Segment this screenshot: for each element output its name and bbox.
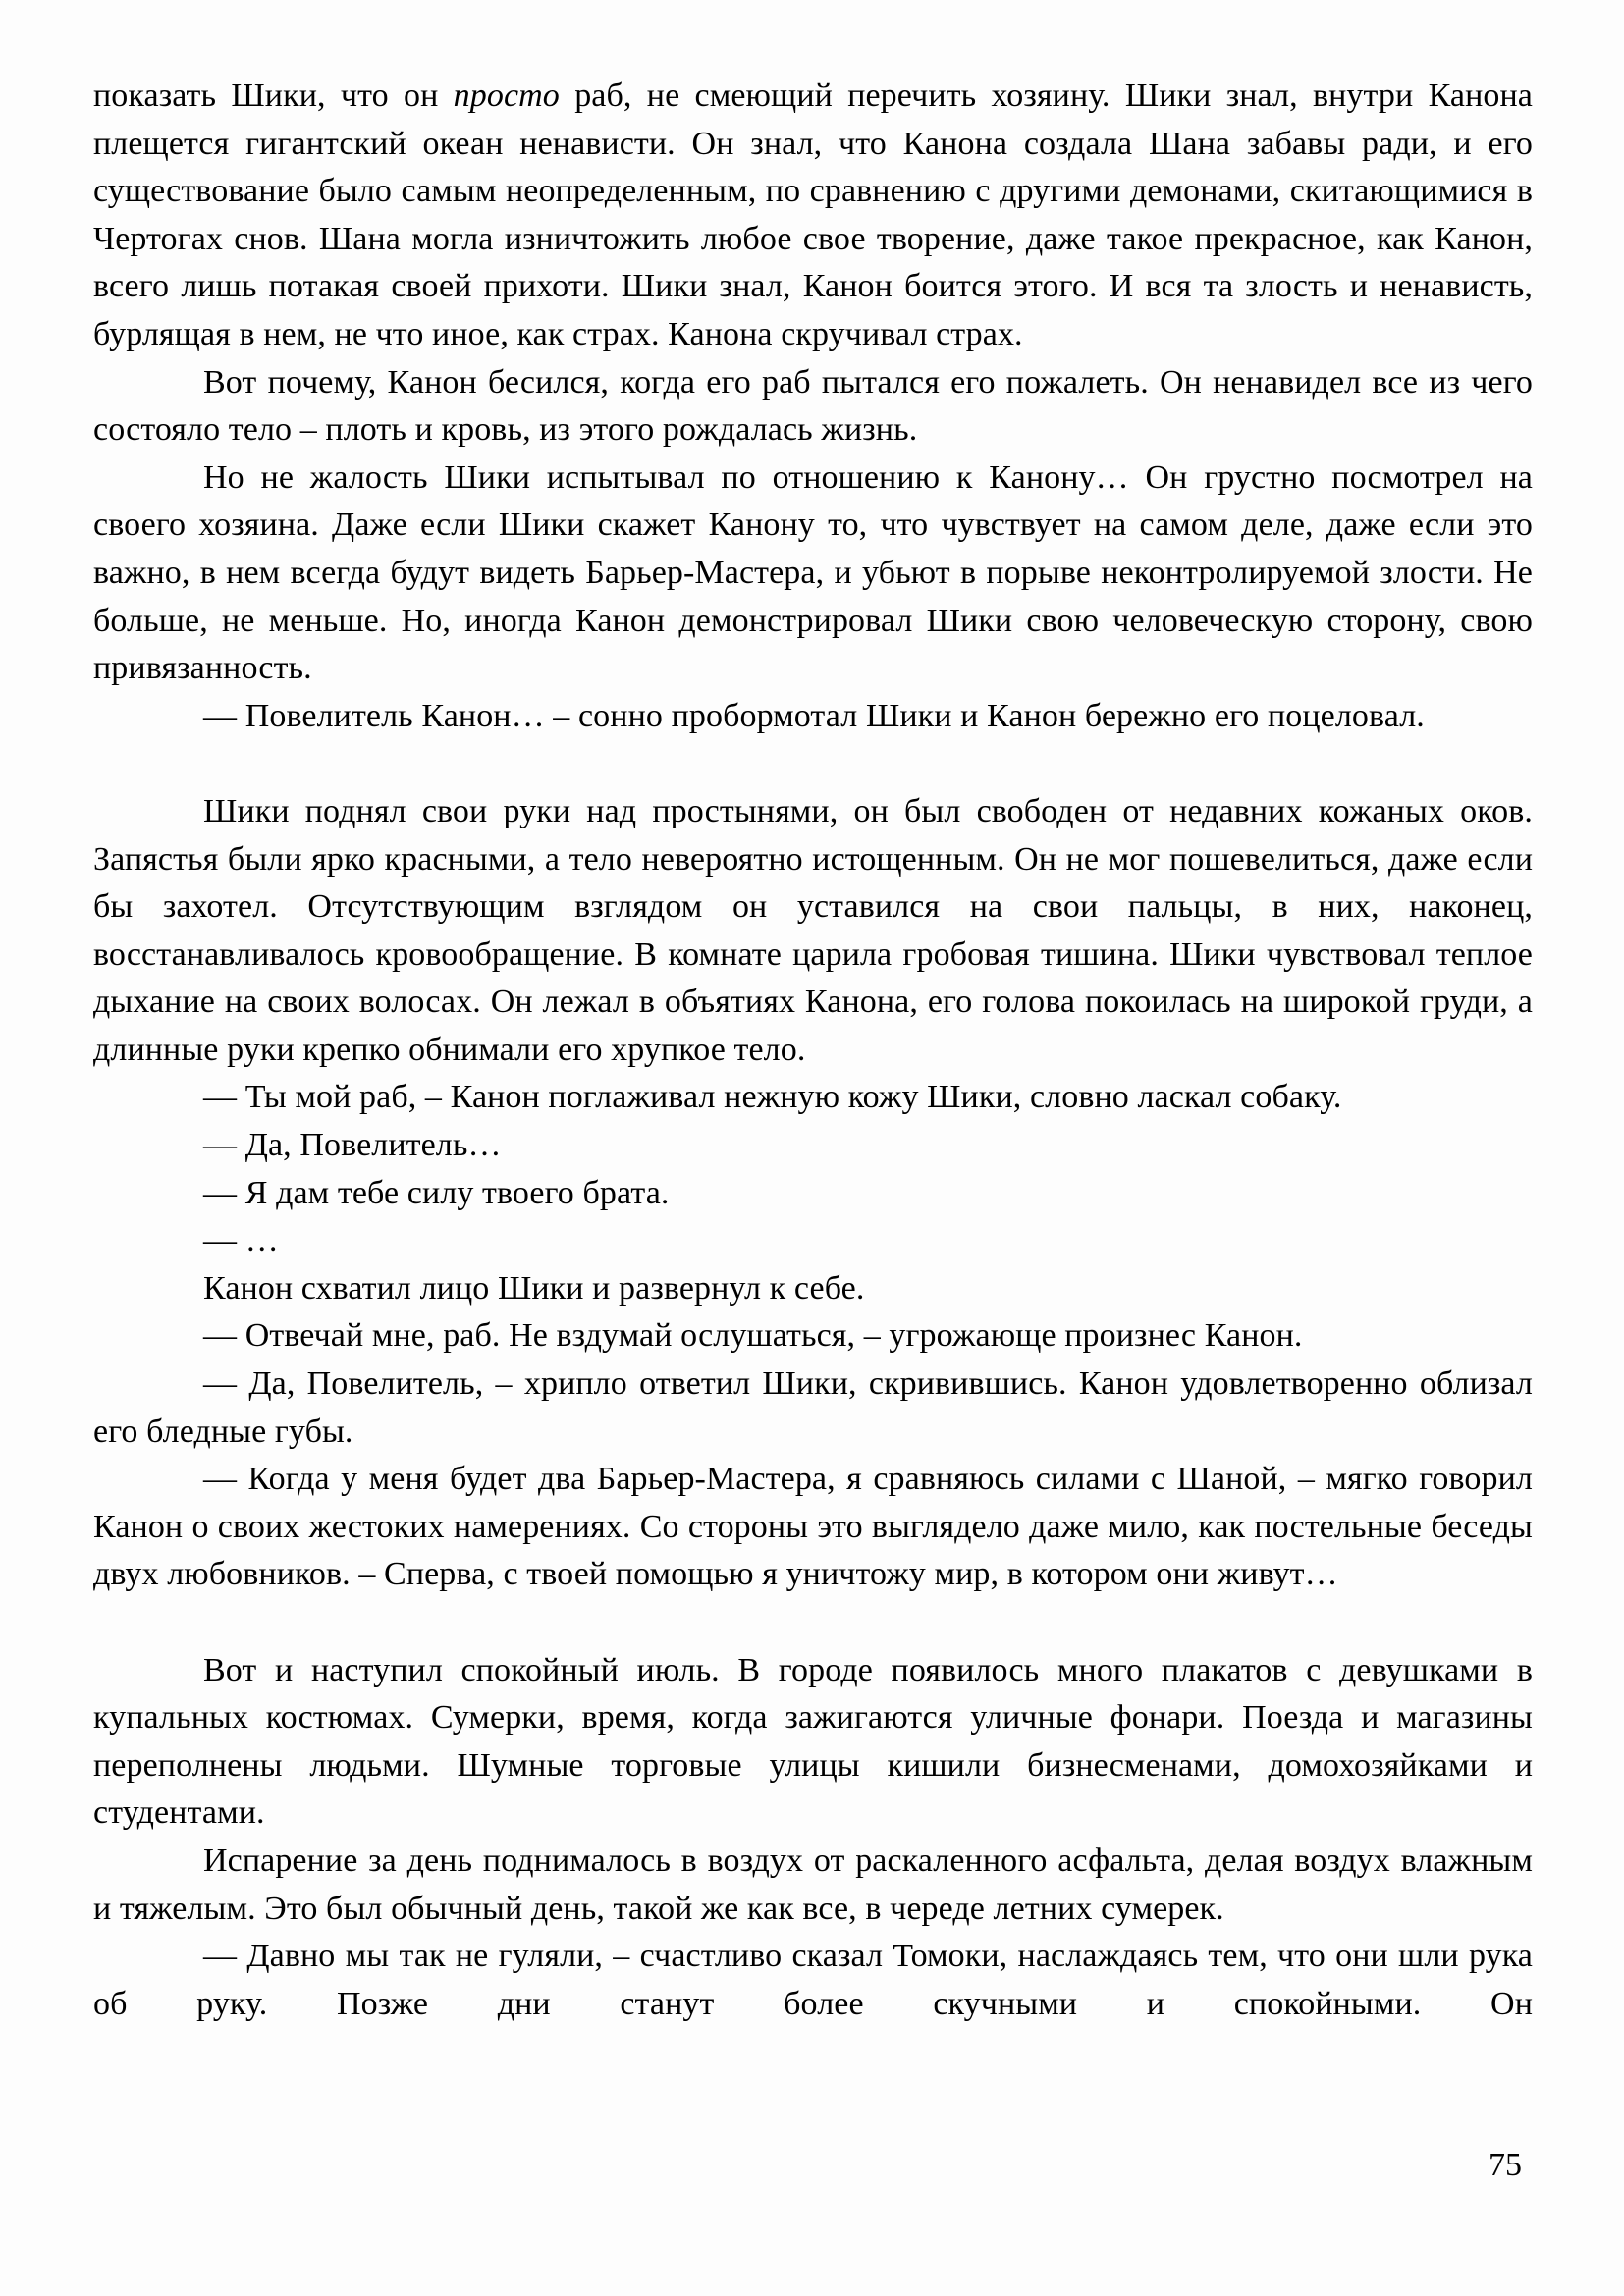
- paragraph: — …: [203, 1222, 279, 1259]
- paragraph: Вот почему, Канон бесился, когда его раб пытался его пожалеть. Он ненавидел все из чего состояло тело – плоть и кровь, из этого рождалась жизнь.: [93, 363, 1533, 449]
- paragraph-text: раб, не смеющий перечить хозяину. Шики знал, внутри Канона плещется гигантский океан ненависти. Он знал, что Канона создала Шана забавы ради, и его существование было самым неопределенным, по сравнению с другими демонами, скитающимися в Чертогах снов. Шана могла изничтожить любое свое творение, даже такое прекрасное, как Канон, всего лишь потакая своей прихоти. Шики знал, Канон боится этого. И вся та злость и ненависть, бурлящая в нем, не что иное, как страх. Канона скручивал страх.: [93, 78, 1533, 352]
- paragraph: — Да, Повелитель, – хрипло ответил Шики, скривившись. Канон удовлетворенно облизал его бледные губы.: [93, 1365, 1533, 1450]
- paragraph: — Да, Повелитель…: [203, 1127, 502, 1164]
- italic-word: просто: [453, 78, 560, 114]
- paragraph: — Когда у меня будет два Барьер-Мастера, я сравняюсь силами с Шаной, – мягко говорил Канон о своих жестоких намерениях. Со стороны это выглядело даже мило, как постельные беседы двух любовников. – Сперва, с твоей помощью я уничтожу мир, в котором они живут…: [93, 1461, 1533, 1593]
- paragraph: Канон схватил лицо Шики и развернул к себе.: [203, 1269, 865, 1307]
- paragraph-text: показать Шики, что он: [93, 78, 454, 114]
- paragraph: Вот и наступил спокойный июль. В городе появилось много плакатов с девушками в купальных костюмах. Сумерки, время, когда зажигаются уличные фонари. Поезда и магазины переполнены людьми. Шумные торговые улицы кишили бизнесменами, домохозяйками и студентами.: [93, 1651, 1533, 1832]
- paragraph: Шики поднял свои руки над простынями, он был свободен от недавних кожаных оков. Запястья были ярко красными, а тело невероятно истощенным. Он не мог пошевелиться, даже если бы захотел. Отсутствующим взглядом он уставился на свои пальцы, в них, наконец, восстанавливалось кровообращение. В комнате царила гробовая тишина. Шики чувствовал теплое дыхание на своих волосах. Он лежал в объятиях Канона, его голова покоилась на широкой груди, а длинные руки крепко обнимали его хрупкое тело.: [93, 792, 1533, 1068]
- paragraph: [93, 73, 1533, 359]
- paragraph: Испарение за день поднималось в воздух от раскаленного асфальта, делая воздух влажным и тяжелым. Это был обычный день, такой же как все, в череде летних сумерек.: [93, 1842, 1533, 1927]
- paragraph: — Ты мой раб, – Канон поглаживал нежную кожу Шики, словно ласкал собаку.: [203, 1079, 1342, 1116]
- paragraph: Но не жалость Шики испытывал по отношению к Канону… Он грустно посмотрел на своего хозяина. Даже если Шики скажет Канону то, что чувствует на самом деле, даже если это важно, в нем всегда будут видеть Барьер-Мастера, и убьют в порыве неконтролируемой злости. Не больше, не меньше. Но, иногда Канон демонстрировал Шики свою человеческую сторону, свою привязанность.: [93, 458, 1533, 687]
- paragraph: — Давно мы так не гуляли, – счастливо сказал Томоки, наслаждаясь тем, что они шли рука об руку. Позже дни станут более скучными и спокойными. Он: [93, 1938, 1533, 2022]
- paragraph: — Повелитель Канон… – сонно пробормотал Шики и Канон бережно его поцеловал.: [203, 697, 1425, 734]
- page-text: [93, 73, 1533, 2028]
- paragraph: — Отвечай мне, раб. Не вздумай ослушаться, – угрожающе произнес Канон.: [203, 1317, 1303, 1355]
- page-number: 75: [1489, 2147, 1522, 2183]
- paragraph: — Я дам тебе силу твоего брата.: [203, 1174, 670, 1211]
